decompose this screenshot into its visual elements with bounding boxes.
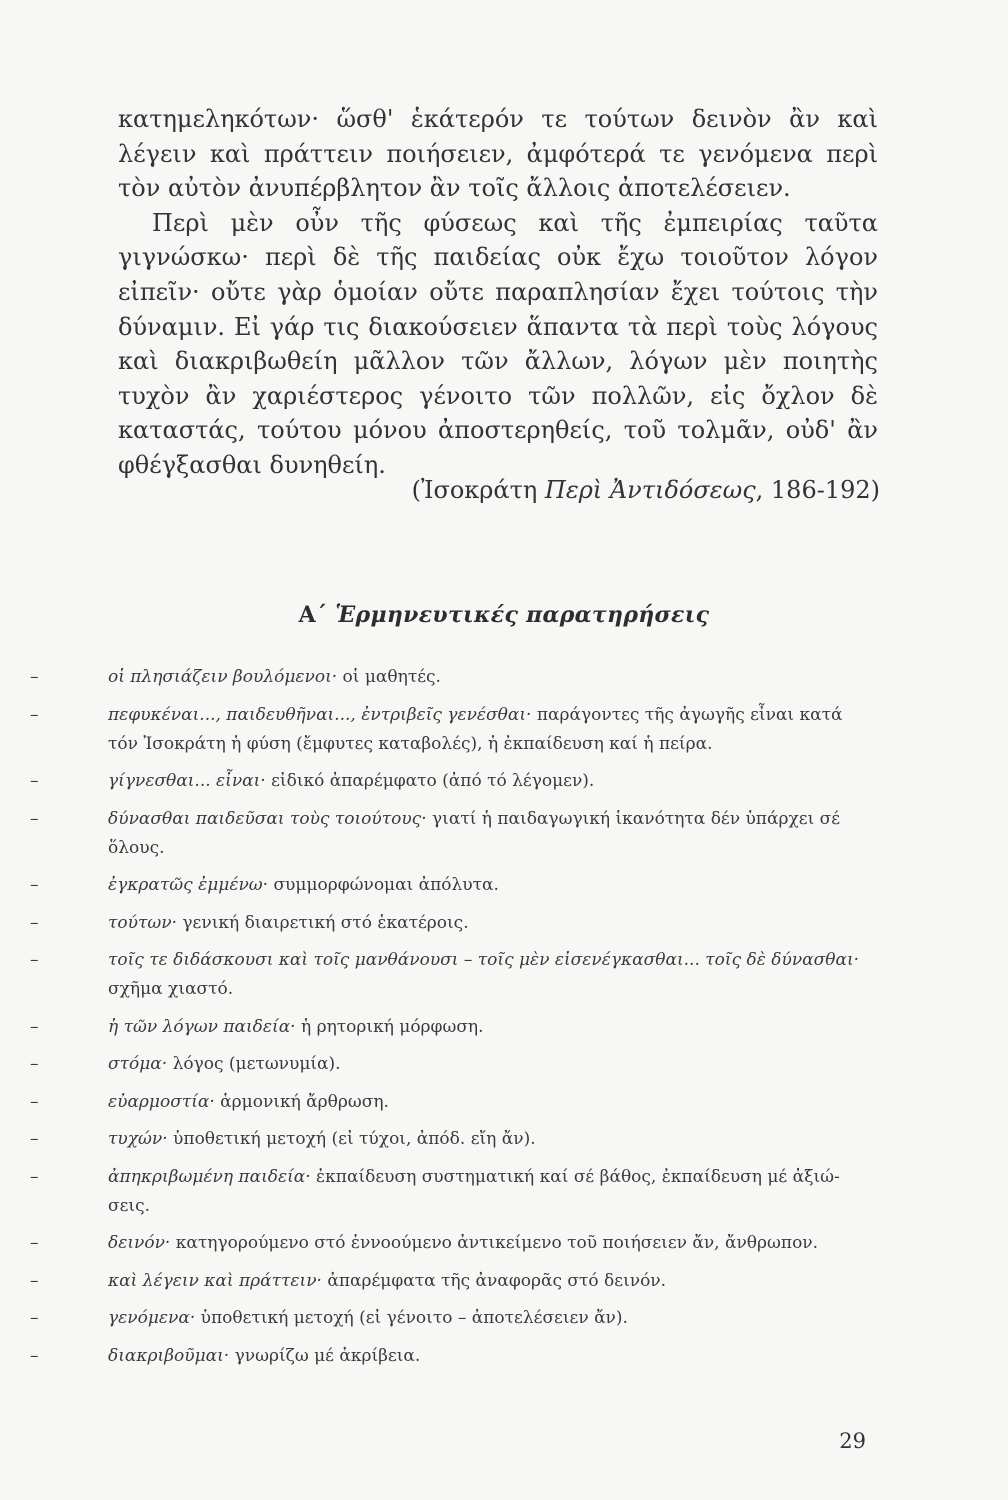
note-dash: – xyxy=(30,1054,39,1074)
citation-work-title: Περὶ Ἀντιδόσεως xyxy=(544,476,756,504)
note-text: κατηγορούμενο στό ἐννοούμενο ἀντικείμενο τοῦ ποιήσειεν ἄν, ἄνθρωπον. xyxy=(170,1233,819,1253)
note-item xyxy=(30,701,870,759)
note-term: ἐγκρατῶς ἐμμένω· xyxy=(108,875,269,895)
note-term: τυχών· xyxy=(108,1129,168,1149)
section-label: Α΄ xyxy=(298,602,336,628)
note-continuation: σεις. xyxy=(108,1195,151,1216)
note-text: οἱ μαθητές. xyxy=(337,667,441,687)
note-dash: – xyxy=(30,771,39,791)
note-item xyxy=(30,1050,870,1079)
note-continuation: τόν Ἰσοκράτη ἡ φύση (ἔμφυτες καταβολές), ἡ ἐκπαίδευση καί ἡ πείρα. xyxy=(108,733,713,754)
note-item xyxy=(30,946,870,1004)
note-continuation: ὅλους. xyxy=(108,837,165,858)
note-continuation: σχῆμα χιαστό. xyxy=(108,979,234,999)
note-dash: – xyxy=(30,1270,39,1291)
section-heading xyxy=(0,602,1008,628)
note-text: γνωρίζω μέ ἀκρίβεια. xyxy=(229,1345,421,1366)
note-term: ἀπηκριβωμένη παιδεία· xyxy=(108,1166,311,1187)
note-item xyxy=(30,1304,870,1333)
note-item xyxy=(30,1229,870,1258)
note-text: γιατί ἡ παιδαγωγική ἱκανότητα δέν ὑπάρχει σέ xyxy=(426,808,841,829)
note-text: εἰδικό ἀπαρέμφατο (ἀπό τό λέγομεν). xyxy=(265,771,595,791)
note-item xyxy=(30,1125,870,1154)
notes-list xyxy=(30,663,870,1379)
note-term: στόμα· xyxy=(108,1054,168,1074)
note-item xyxy=(30,871,870,900)
section-title-text: Ἑρμηνευτικές παρατηρήσεις xyxy=(335,602,710,628)
note-dash: – xyxy=(30,1308,39,1328)
note-term: δύνασθαι παιδεῦσαι τοὺς τοιούτους· xyxy=(108,808,427,829)
passage-paragraph-2: Περὶ μὲν οὖν τῆς φύσεως καὶ τῆς ἐμπειρίας ταῦτα γιγνώσκω· περὶ δὲ τῆς παιδείας οὐκ ἔχω τοιοῦτον λόγον εἰπεῖν· οὔτε γὰρ ὁμοίαν οὔτε παραπλησίαν ἔχει τούτοις τὴν δύναμιν. Εἰ γάρ τις διακούσειεν ἅπαντα τὰ περὶ τοὺς λόγους καὶ διακριβωθείη μᾶλλον τῶν ἄλλων, λόγων μὲν ποιητὴς τυχὸν ἂν χαριέστερος γένοιτο τῶν πολλῶν, εἰς ὄχλον δὲ καταστάς, τούτου μόνου ἀποστερηθείς, τοῦ τολμᾶν, οὐδ' ἂν φθέγξασθαι δυνηθείη. xyxy=(118,208,878,479)
note-term: εὐαρμοστία· xyxy=(108,1091,215,1112)
note-dash: – xyxy=(30,704,39,725)
note-term: τούτων· xyxy=(108,912,177,933)
note-item xyxy=(30,1088,870,1117)
note-text: παράγοντες τῆς ἀγωγῆς εἶναι κατά xyxy=(531,704,843,725)
note-text: ἡ ρητορική μόρφωση. xyxy=(295,1016,484,1037)
note-dash: – xyxy=(30,875,39,895)
note-dash: – xyxy=(30,950,39,970)
note-term: διακριβοῦμαι· xyxy=(108,1345,230,1366)
note-term: δεινόν· xyxy=(108,1233,171,1253)
note-dash: – xyxy=(30,1129,39,1149)
citation-author: (Ἰσοκράτη xyxy=(411,476,545,504)
passage-paragraph-1: κατημεληκότων· ὥσθ' ἑκάτερόν τε τούτων δεινὸν ἂν καὶ λέγειν καὶ πράττειν ποιήσειεν, ἀμφότερά τε γενόμενα περὶ τὸν αὐτὸν ἀνυπέρβλητον ἂν τοῖς ἄλλοις ἀποτελέσειεν. xyxy=(118,105,878,203)
note-item xyxy=(30,1267,870,1296)
note-term: γενόμενα· xyxy=(108,1308,196,1328)
note-term: πεφυκέναι..., παιδευθῆναι..., ἐντριβεῖς γενέσθαι· xyxy=(108,704,532,725)
note-text: ὑποθετική μετοχή (εἰ τύχοι, ἀπόδ. εἴη ἄν). xyxy=(167,1129,536,1149)
note-item xyxy=(30,663,870,692)
note-dash: – xyxy=(30,1091,39,1112)
note-text: ὑποθετική μετοχή (εἰ γένοιτο – ἀποτελέσειεν ἄν). xyxy=(195,1308,628,1328)
greek-passage xyxy=(118,102,878,483)
note-text: ἁρμονική ἄρθρωση. xyxy=(214,1091,389,1112)
note-term: γίγνεσθαι... εἶναι· xyxy=(108,771,266,791)
note-text: συμμορφώνομαι ἀπόλυτα. xyxy=(268,875,499,895)
note-text: ἐκπαίδευση συστηματική καί σέ βάθος, ἐκπαίδευση μέ ἀξιώ- xyxy=(310,1166,840,1187)
note-item xyxy=(30,909,870,938)
note-dash: – xyxy=(30,1233,39,1253)
note-dash: – xyxy=(30,1016,39,1037)
note-text: γενική διαιρετική στό ἑκατέροις. xyxy=(176,912,469,933)
note-term: ἡ τῶν λόγων παιδεία· xyxy=(108,1016,296,1037)
note-item xyxy=(30,767,870,796)
note-term: τοῖς τε διδάσκουσι καὶ τοῖς μανθάνουσι – τοῖς μὲν εἰσενέγκασθαι... τοῖς δὲ δύνασθαι· xyxy=(108,950,860,970)
note-text: ἀπαρέμφατα τῆς ἀναφορᾶς στό δεινόν. xyxy=(321,1270,667,1291)
note-item xyxy=(30,1342,870,1371)
citation-reference: , 186-192) xyxy=(755,476,880,504)
note-item xyxy=(30,1163,870,1221)
note-term: καὶ λέγειν καὶ πράττειν· xyxy=(108,1270,322,1291)
note-item xyxy=(30,805,870,863)
note-term: οἱ πλησιάζειν βουλόμενοι· xyxy=(108,667,338,687)
note-dash: – xyxy=(30,1166,39,1187)
note-text: λόγος (μετωνυμία). xyxy=(167,1054,341,1074)
note-dash: – xyxy=(30,912,39,933)
note-item xyxy=(30,1013,870,1042)
note-dash: – xyxy=(30,1345,39,1366)
note-dash: – xyxy=(30,667,39,687)
page-number: 29 xyxy=(839,1429,866,1453)
note-dash: – xyxy=(30,808,39,829)
source-citation xyxy=(412,473,880,507)
